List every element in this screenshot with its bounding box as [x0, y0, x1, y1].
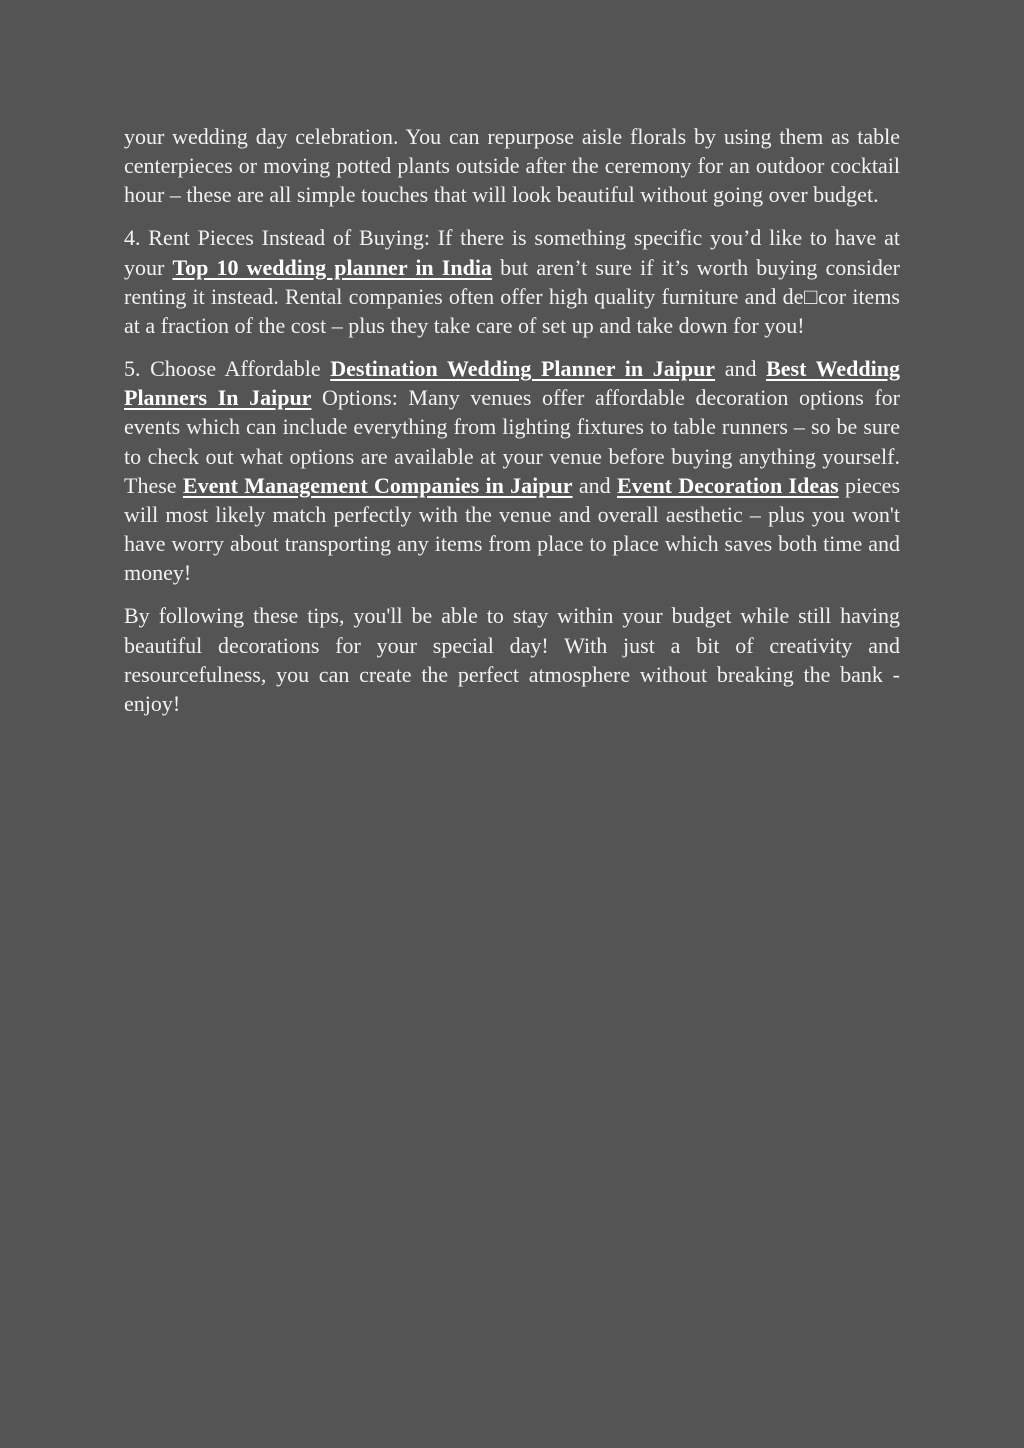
- link-best-wedding-planners-jaipur[interactable]: Best Wedding Planners In Jaipur: [124, 356, 900, 411]
- link-event-decoration-ideas[interactable]: Event Decoration Ideas: [617, 472, 839, 498]
- tip-4-text-start: 4. Rent Pieces Instead of Buying: If there is something specific you’d like to have at your: [124, 225, 900, 280]
- document-body: [124, 122, 900, 732]
- link-top-10-wedding-planner-india[interactable]: Top 10 wedding planner in India: [172, 254, 492, 280]
- paragraph-tip-4: [124, 223, 900, 340]
- link-destination-wedding-planner-jaipur[interactable]: Destination Wedding Planner in Jaipur: [330, 356, 716, 382]
- paragraph-tip-5: [124, 354, 900, 588]
- paragraph-conclusion: By following these tips, you'll be able to stay within your budget while still having beautiful decorations for your special day! With just a bit of creativity and resourcefulness, you can create the perfect atmosphere without breaking the bank - enjoy!: [124, 603, 900, 717]
- link-event-management-companies-jaipur[interactable]: Event Management Companies in Jaipur: [182, 472, 573, 498]
- tip-5-text-and-2: and: [572, 472, 617, 498]
- tip-4-text-end: but aren’t sure if it’s worth buying consider renting it instead. Rental companies often offer high quality furniture and de□cor items at a fraction of the cost – plus they take care of set up and take down for you!: [124, 254, 900, 339]
- tip-5-text-and-1: and: [715, 356, 767, 382]
- tip-5-text-middle: Options: Many venues offer affordable decoration options for events which can include everything from lighting fixtures to table runners – so be sure to check out what options are available at your venue before buying anything yourself. These: [124, 385, 900, 498]
- tip-5-text-start: 5. Choose Affordable: [124, 356, 331, 382]
- paragraph-intro-continued: your wedding day celebration. You can repurpose aisle florals by using them as table centerpieces or moving potted plants outside after the ceremony for an outdoor cocktail hour – these are all simple touches that will look beautiful without going over budget.: [124, 124, 900, 208]
- tip-5-text-end: pieces will most likely match perfectly with the venue and overall aesthetic – plus you won't have worry about transporting any items from place to place which saves both time and money!: [124, 472, 901, 586]
